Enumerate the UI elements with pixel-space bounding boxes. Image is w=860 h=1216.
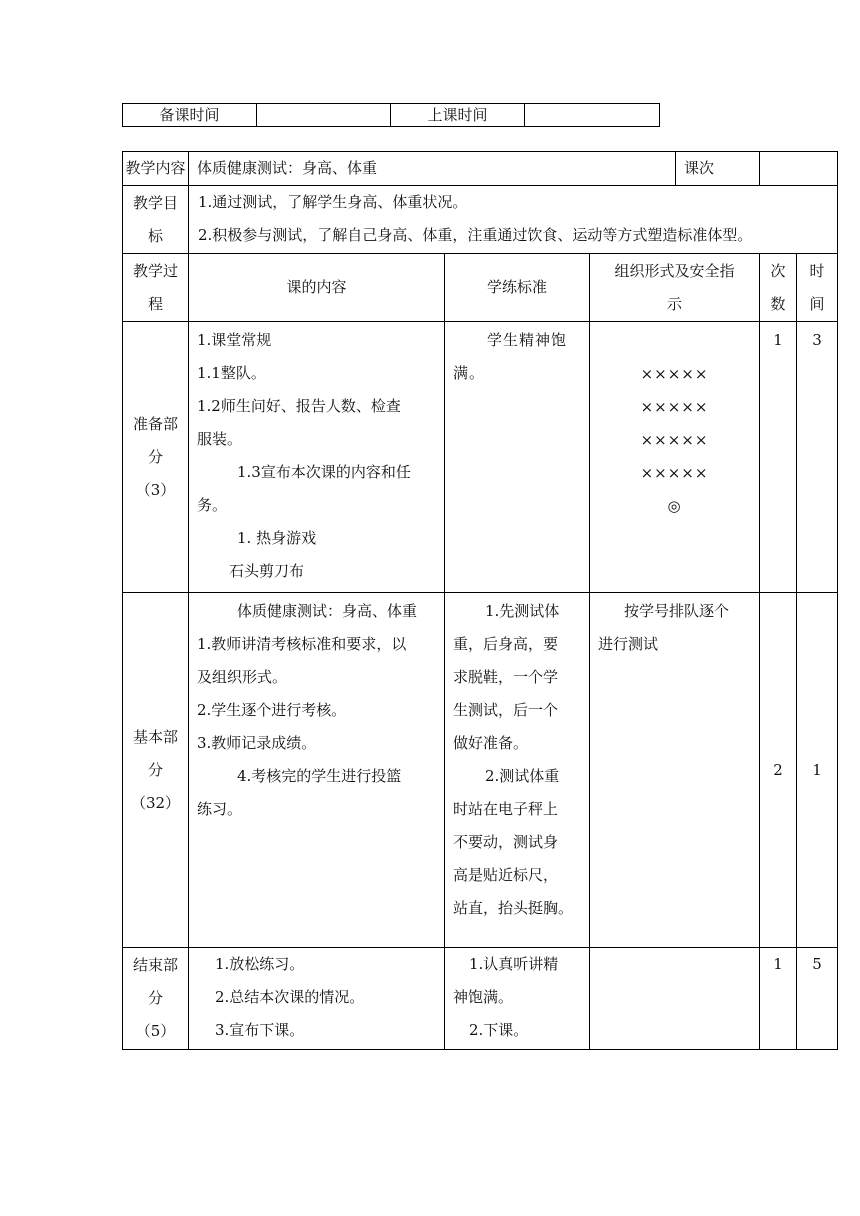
content-header: 课的内容 xyxy=(189,254,445,322)
prep-section-name xyxy=(123,322,189,593)
end-name-line-3: （5） xyxy=(135,1022,176,1040)
basic-standard-line: 1.先测试体 xyxy=(485,602,560,620)
prep-time-label: 备课时间 xyxy=(123,104,257,127)
basic-standard-line: 时站在电子秤上 xyxy=(453,800,559,818)
basic-duration: 1 xyxy=(797,593,838,948)
duration-header-line-2: 间 xyxy=(809,294,825,313)
basic-organization-line: 进行测试 xyxy=(598,635,659,653)
content-value: 体质健康测试：身高、体重 xyxy=(189,152,676,186)
basic-standard-line: 不要动，测试身 xyxy=(453,833,559,851)
basic-content-line: 及组织形式。 xyxy=(197,668,288,686)
prep-times: 1 xyxy=(760,322,797,593)
end-standard-line: 神饱满。 xyxy=(453,988,514,1006)
prep-content-line: 1.1整队。 xyxy=(197,364,266,382)
goal-item-2: 2.积极参与测试，了解自己身高、体重，注重通过饮食、运动等方式塑造标准体型。 xyxy=(198,226,753,244)
end-organization xyxy=(590,948,760,1050)
formation-row: ××××× xyxy=(640,431,709,449)
end-duration: 5 xyxy=(797,948,838,1050)
prep-content-line: 石头剪刀布 xyxy=(229,562,305,580)
basic-standard xyxy=(445,593,590,948)
prep-content-line: 务。 xyxy=(197,496,228,514)
basic-organization xyxy=(590,593,760,948)
basic-content-line: 3.教师记录成绩。 xyxy=(197,734,317,752)
lesson-no-value xyxy=(760,152,838,186)
basic-standard-line: 重，后身高，要 xyxy=(453,635,559,653)
basic-content-line: 4.考核完的学生进行投篮 xyxy=(237,767,402,785)
content-label: 教学内容 xyxy=(123,152,189,186)
basic-content-line: 1.教师讲清考核标准和要求，以 xyxy=(197,635,407,653)
duration-header-line-1: 时 xyxy=(809,261,825,280)
basic-standard-line: 生测试，后一个 xyxy=(453,701,559,719)
basic-content-line: 2.学生逐个进行考核。 xyxy=(197,701,347,719)
prep-duration: 3 xyxy=(797,322,838,593)
basic-standard-line: 高是贴近标尺， xyxy=(453,866,559,884)
basic-times: 2 xyxy=(760,593,797,948)
times-header xyxy=(760,254,797,322)
prep-time-table xyxy=(122,103,660,127)
process-header-line-2: 程 xyxy=(147,294,163,313)
organization-header xyxy=(590,254,760,322)
end-standard xyxy=(445,948,590,1050)
goal-label-line-1: 教学目 xyxy=(132,193,178,212)
basic-section-name xyxy=(123,593,189,948)
times-header-line-2: 数 xyxy=(770,294,786,313)
basic-content-line: 练习。 xyxy=(197,800,243,818)
goal-item-1: 1.通过测试，了解学生身高、体重状况。 xyxy=(198,193,468,211)
basic-organization-line: 按学号排队逐个 xyxy=(624,602,730,620)
formation-row: ××××× xyxy=(640,398,709,416)
prep-standard xyxy=(445,322,590,593)
basic-standard-line: 做好准备。 xyxy=(453,734,529,752)
formation-row: ××××× xyxy=(640,464,709,482)
standard-header: 学练标准 xyxy=(445,254,590,322)
basic-content-line: 体质健康测试：身高、体重 xyxy=(237,602,418,620)
basic-standard-line: 站直，抬头挺胸。 xyxy=(453,899,574,917)
end-section-name xyxy=(123,948,189,1050)
prep-content-line: 服装。 xyxy=(197,430,243,448)
basic-content xyxy=(189,593,445,948)
prep-name-line-3: （3） xyxy=(135,480,176,499)
end-content-line: 2.总结本次课的情况。 xyxy=(215,988,365,1006)
duration-header xyxy=(797,254,838,322)
basic-name-line-1: 基本部 xyxy=(132,727,178,746)
end-content-line: 1.放松练习。 xyxy=(215,955,305,973)
prep-content-line: 1. 热身游戏 xyxy=(237,529,317,547)
basic-name-line-3: （32） xyxy=(130,793,181,812)
end-standard-line: 2.下课。 xyxy=(469,1021,529,1039)
lesson-no-label: 课次 xyxy=(676,152,760,186)
teacher-position-mark: ◎ xyxy=(667,497,682,515)
prep-content-line: 1.3宣布本次课的内容和任 xyxy=(237,463,411,481)
prep-content-line: 1.课堂常规 xyxy=(197,331,272,349)
end-content xyxy=(189,948,445,1050)
end-content-line: 3.宣布下课。 xyxy=(215,1021,305,1039)
end-name-line-1: 结束部 xyxy=(132,956,178,974)
basic-standard-line: 求脱鞋，一个学 xyxy=(453,668,559,686)
class-time-value xyxy=(525,104,660,127)
prep-name-line-2: 分 xyxy=(147,447,163,466)
prep-formation xyxy=(590,322,760,593)
prep-content xyxy=(189,322,445,593)
organization-header-line-1: 组织形式及安全指 xyxy=(614,261,735,280)
prep-content-line: 1.2师生问好、报告人数、检查 xyxy=(197,397,401,415)
class-time-label: 上课时间 xyxy=(391,104,525,127)
end-times: 1 xyxy=(760,948,797,1050)
goals-cell xyxy=(189,186,838,254)
organization-header-line-2: 示 xyxy=(667,294,683,313)
prep-standard-line: 学生精神饱 xyxy=(487,331,568,349)
goal-label-line-2: 标 xyxy=(147,226,163,245)
process-header xyxy=(123,254,189,322)
prep-standard-line: 满。 xyxy=(453,364,486,382)
prep-name-line-1: 准备部 xyxy=(132,414,178,433)
times-header-line-1: 次 xyxy=(770,261,786,280)
end-standard-line: 1.认真听讲精 xyxy=(469,955,559,973)
basic-standard-line: 2.测试体重 xyxy=(485,767,560,785)
goal-label xyxy=(123,186,189,254)
end-name-line-2: 分 xyxy=(147,989,163,1007)
process-header-line-1: 教学过 xyxy=(132,261,178,280)
lesson-plan-table xyxy=(122,151,838,1050)
basic-name-line-2: 分 xyxy=(147,760,163,779)
formation-row: ××××× xyxy=(640,365,709,383)
prep-time-value xyxy=(257,104,391,127)
